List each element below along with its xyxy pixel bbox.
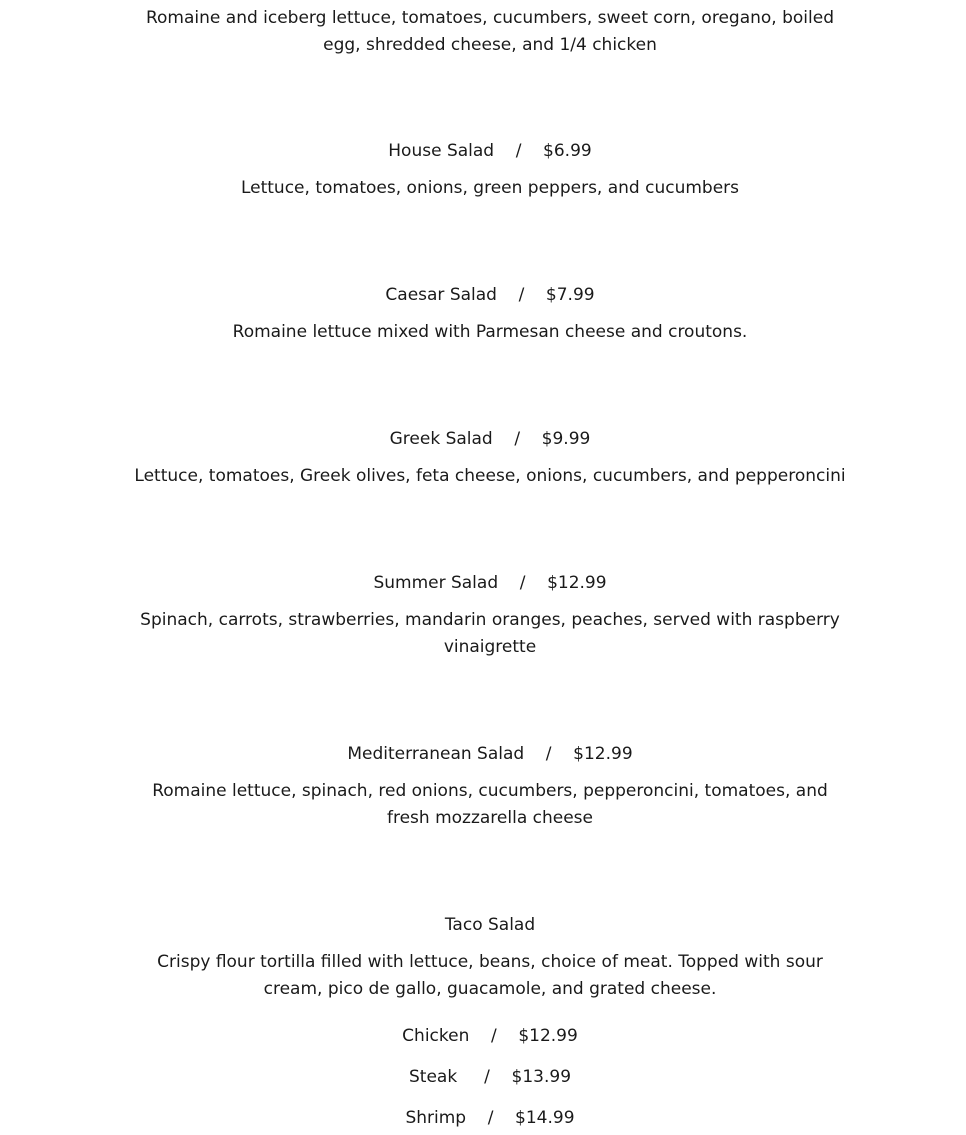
item-title: Caesar Salad / $7.99 [385,285,595,305]
menu-item-taco-salad [0,913,966,1003]
item-title: Taco Salad [444,915,536,935]
item-description: Romaine lettuce mixed with Parmesan cheese and croutons. [232,322,748,342]
item-description: Lettuce, tomatoes, onions, green peppers, and cucumbers [240,178,740,198]
menu-item-greek-salad [0,427,966,490]
item-title: Greek Salad / $9.99 [389,429,591,449]
item-description: Crispy flour tortilla filled with lettuce, beans, choice of meat. Topped with sour cream, pico de gallo, guacamole, and grated cheese. [157,952,823,999]
menu-item-mediterranean-salad [0,742,966,832]
taco-option-shrimp: Shrimp / $14.99 [405,1108,575,1128]
menu-item-caesar-salad [0,283,966,346]
menu-item-chicken-salad [0,5,966,59]
item-description: Spinach, carrots, strawberries, mandarin oranges, peaches, served with raspberry vinaigrette [140,610,840,657]
menu-item-house-salad [0,139,966,202]
taco-option-steak: Steak / $13.99 [408,1067,572,1087]
taco-option-chicken: Chicken / $12.99 [402,1026,578,1046]
item-title: Summer Salad / $12.99 [373,573,607,593]
menu-item-summer-salad [0,571,966,661]
item-description: Romaine lettuce, spinach, red onions, cucumbers, pepperoncini, tomatoes, and fresh mozzarella cheese [152,781,828,828]
item-description: Romaine and iceberg lettuce, tomatoes, cucumbers, sweet corn, oregano, boiled egg, shredded cheese, and 1/4 chicken [145,8,834,55]
item-title: Mediterranean Salad / $12.99 [347,744,633,764]
item-description: Lettuce, tomatoes, Greek olives, feta cheese, onions, cucumbers, and pepperoncini [134,466,846,486]
item-title: House Salad / $6.99 [388,141,592,161]
